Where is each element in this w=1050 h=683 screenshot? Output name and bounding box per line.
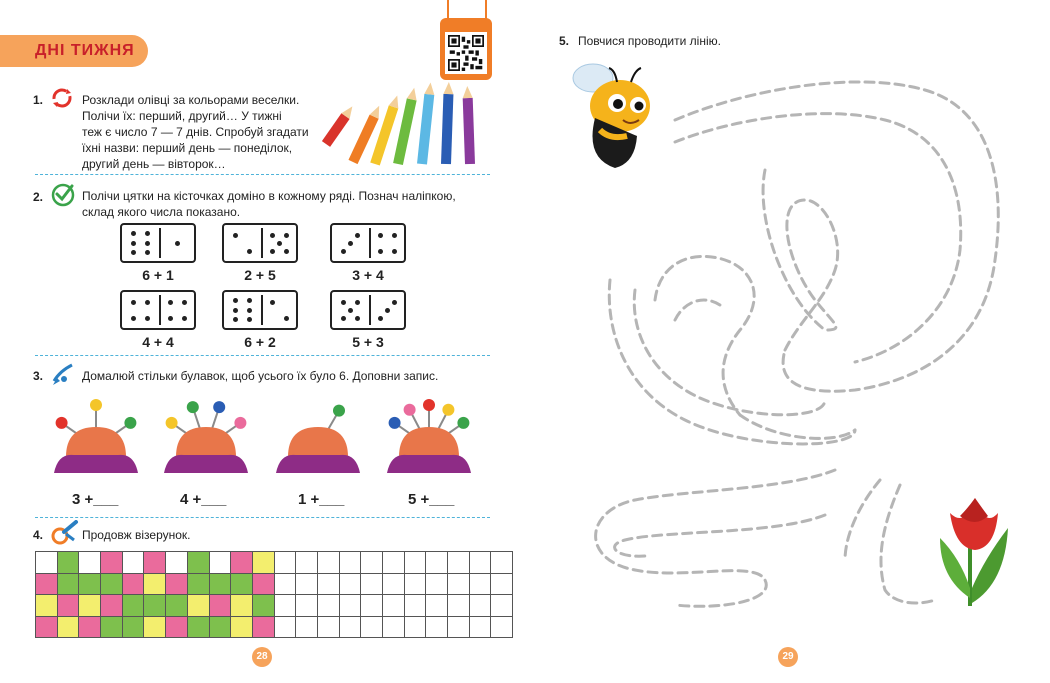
pin-head — [166, 417, 178, 429]
domino-tile — [222, 223, 298, 263]
grid-cell — [252, 595, 274, 617]
pin-head — [423, 399, 435, 411]
grid-cell[interactable] — [361, 573, 383, 595]
pin-cushion[interactable] — [160, 385, 252, 480]
domino-pip — [145, 300, 150, 305]
cycle-icon — [50, 86, 74, 110]
domino-pip — [378, 316, 383, 321]
domino-pip — [131, 231, 136, 236]
grid-cell[interactable] — [383, 616, 405, 638]
grid-cell[interactable] — [166, 552, 188, 574]
domino-pip — [233, 298, 238, 303]
grid-cell[interactable] — [383, 595, 405, 617]
grid-cell[interactable] — [296, 552, 318, 574]
pin-head — [442, 404, 454, 416]
domino-pip — [131, 250, 136, 255]
grid-cell[interactable] — [448, 616, 470, 638]
domino-divider — [261, 295, 263, 325]
grid-cell — [122, 595, 144, 617]
domino-pip — [378, 233, 383, 238]
domino-pip — [131, 300, 136, 305]
cushion-base — [387, 455, 471, 473]
grid-cell — [57, 595, 79, 617]
grid-cell[interactable] — [448, 595, 470, 617]
grid-cell — [252, 616, 274, 638]
grid-cell — [144, 573, 166, 595]
task-2-line-2: склад якого числа показано. — [82, 205, 241, 219]
domino-pip — [168, 316, 173, 321]
task-5-number: 5. — [559, 34, 570, 48]
grid-cell[interactable] — [426, 595, 448, 617]
domino-divider — [159, 295, 161, 325]
pin-head — [234, 417, 246, 429]
page-number-right: 29 — [778, 647, 798, 667]
grid-cell[interactable] — [274, 573, 296, 595]
grid-cell[interactable] — [317, 552, 339, 574]
grid-cell — [209, 616, 231, 638]
pin-head — [90, 399, 102, 411]
grid-cell[interactable] — [361, 552, 383, 574]
cushion-equation[interactable]: 1 +___ — [298, 491, 345, 508]
domino-pip — [145, 316, 150, 321]
domino-pip — [277, 241, 282, 246]
cushion-equation[interactable]: 4 +___ — [180, 491, 227, 508]
domino-pip — [233, 317, 238, 322]
domino-label: 3 + 4 — [352, 267, 384, 283]
domino-pip — [247, 249, 252, 254]
grid-cell[interactable] — [491, 552, 513, 574]
domino-pip — [348, 308, 353, 313]
grid-cell — [144, 552, 166, 574]
pin-head — [56, 417, 68, 429]
task-4-number: 4. — [33, 528, 44, 542]
domino-label: 6 + 1 — [142, 267, 174, 283]
pin-cushion[interactable] — [383, 385, 475, 480]
domino-tile — [120, 290, 196, 330]
grid-cell — [187, 573, 209, 595]
grid-cell — [187, 552, 209, 574]
domino-pip — [284, 233, 289, 238]
task-2-line-1: Полічи цятки на кісточках доміно в кожному ряді. Познач наліпкою, — [82, 189, 456, 203]
domino-pip — [341, 316, 346, 321]
cushion-base — [276, 455, 360, 473]
grid-cell — [144, 616, 166, 638]
domino-pip — [233, 233, 238, 238]
grid-cell — [36, 616, 58, 638]
grid-cell — [57, 573, 79, 595]
grid-cell[interactable] — [469, 616, 491, 638]
domino-pip — [341, 300, 346, 305]
domino-pip — [182, 300, 187, 305]
grid-cell[interactable] — [296, 573, 318, 595]
grid-cell — [57, 616, 79, 638]
task-3-text: Домалюй стільки булавок, щоб усього їх було 6. Доповни запис. — [82, 369, 439, 383]
grid-cell[interactable] — [274, 616, 296, 638]
domino-label: 5 + 3 — [352, 334, 384, 350]
grid-cell[interactable] — [448, 573, 470, 595]
grid-cell — [166, 595, 188, 617]
domino-pip — [270, 233, 275, 238]
grid-cell[interactable] — [491, 616, 513, 638]
pencil-icon — [50, 361, 76, 387]
domino-pip — [168, 300, 173, 305]
grid-cell — [231, 552, 253, 574]
right-page — [525, 0, 1050, 683]
domino-pip — [355, 233, 360, 238]
domino-pip — [284, 249, 289, 254]
grid-cell — [57, 552, 79, 574]
task-1-line-4: їхні назви: перший день — понеділок, — [82, 141, 293, 155]
grid-cell[interactable] — [404, 595, 426, 617]
grid-cell — [252, 573, 274, 595]
grid-cell — [36, 595, 58, 617]
grid-cell[interactable] — [469, 595, 491, 617]
page-title: ДНІ ТИЖНЯ — [35, 42, 135, 59]
pin-head — [457, 417, 469, 429]
grid-cell[interactable] — [469, 573, 491, 595]
grid-cell — [101, 616, 123, 638]
grid-cell — [252, 552, 274, 574]
pin-cushion[interactable] — [272, 385, 364, 480]
cushion-equation[interactable]: 3 +___ — [72, 491, 119, 508]
check-icon — [50, 181, 76, 207]
pin-head — [404, 404, 416, 416]
grid-cell[interactable] — [426, 552, 448, 574]
grid-cell[interactable] — [404, 616, 426, 638]
domino-pip — [385, 308, 390, 313]
qr-code-icon[interactable] — [445, 32, 487, 74]
domino-divider — [159, 228, 161, 258]
domino-pip — [182, 316, 187, 321]
pin-head — [124, 417, 136, 429]
domino-divider — [369, 228, 371, 258]
domino-pip — [284, 316, 289, 321]
domino-pip — [131, 316, 136, 321]
separator — [35, 174, 490, 175]
grid-row — [36, 552, 513, 574]
grid-cell — [79, 573, 101, 595]
grid-row — [36, 616, 513, 638]
task-3-number: 3. — [33, 369, 44, 383]
domino-pip — [145, 250, 150, 255]
separator — [35, 517, 490, 518]
domino-pip — [341, 249, 346, 254]
grid-cell[interactable] — [122, 552, 144, 574]
grid-cell[interactable] — [404, 552, 426, 574]
grid-cell — [187, 595, 209, 617]
task-4-text: Продовж візерунок. — [82, 528, 191, 542]
grid-cell — [209, 595, 231, 617]
grid-cell[interactable] — [317, 573, 339, 595]
grid-cell[interactable] — [491, 573, 513, 595]
domino-tile — [330, 290, 406, 330]
grid-cell[interactable] — [361, 595, 383, 617]
domino-pip — [233, 308, 238, 313]
grid-cell[interactable] — [317, 616, 339, 638]
grid-cell[interactable] — [469, 552, 491, 574]
domino-pip — [175, 241, 180, 246]
domino-pip — [270, 300, 275, 305]
pattern-grid[interactable] — [35, 551, 513, 638]
grid-cell[interactable] — [383, 573, 405, 595]
task-1-line-5: другий день — вівторок… — [82, 157, 226, 171]
task-1-line-3: теж є число 7 — 7 днів. Спробуй згадати — [82, 125, 309, 139]
task-5-text: Повчися проводити лінію. — [578, 34, 721, 48]
grid-cell[interactable] — [274, 595, 296, 617]
pencils-illustration — [318, 82, 493, 167]
separator — [35, 355, 490, 356]
crayon-icon — [50, 520, 80, 548]
domino-tile — [120, 223, 196, 263]
cushion-dome — [288, 427, 348, 457]
grid-row — [36, 573, 513, 595]
task-1-line-1: Розклади олівці за кольорами веселки. — [82, 93, 300, 107]
grid-cell — [101, 573, 123, 595]
domino-pip — [392, 249, 397, 254]
grid-cell[interactable] — [274, 552, 296, 574]
cushion-base — [54, 455, 138, 473]
domino-tile — [222, 290, 298, 330]
domino-pip — [392, 300, 397, 305]
grid-cell[interactable] — [317, 595, 339, 617]
grid-cell[interactable] — [209, 552, 231, 574]
pin-head — [333, 405, 345, 417]
grid-cell[interactable] — [426, 573, 448, 595]
task-2-number: 2. — [33, 190, 44, 204]
grid-row — [36, 595, 513, 617]
domino-divider — [369, 295, 371, 325]
pin-cushion[interactable] — [50, 385, 142, 480]
pin-head — [389, 417, 401, 429]
grid-cell[interactable] — [361, 616, 383, 638]
domino-label: 6 + 2 — [244, 334, 276, 350]
grid-cell — [231, 595, 253, 617]
grid-cell — [101, 552, 123, 574]
domino-pip — [392, 233, 397, 238]
domino-pip — [355, 316, 360, 321]
grid-cell — [144, 595, 166, 617]
grid-cell[interactable] — [339, 595, 361, 617]
grid-cell[interactable] — [404, 573, 426, 595]
grid-cell — [166, 616, 188, 638]
grid-cell[interactable] — [339, 552, 361, 574]
domino-tile — [330, 223, 406, 263]
grid-cell — [79, 616, 101, 638]
domino-pip — [131, 241, 136, 246]
grid-cell[interactable] — [448, 552, 470, 574]
domino-pip — [348, 241, 353, 246]
domino-pip — [145, 231, 150, 236]
grid-cell — [36, 573, 58, 595]
grid-cell[interactable] — [79, 552, 101, 574]
grid-cell — [166, 573, 188, 595]
grid-cell — [122, 573, 144, 595]
grid-cell[interactable] — [339, 616, 361, 638]
grid-cell[interactable] — [491, 595, 513, 617]
grid-cell — [209, 573, 231, 595]
pin-head — [187, 401, 199, 413]
domino-pip — [247, 317, 252, 322]
domino-pip — [270, 249, 275, 254]
cushion-equation[interactable]: 5 +___ — [408, 491, 455, 508]
domino-label: 2 + 5 — [244, 267, 276, 283]
grid-cell[interactable] — [296, 616, 318, 638]
domino-pip — [355, 300, 360, 305]
page-number-left: 28 — [252, 647, 272, 667]
grid-cell[interactable] — [383, 552, 405, 574]
domino-pip — [145, 241, 150, 246]
task-1-line-2: Полічи їх: перший, другий… У тижні — [82, 109, 282, 123]
grid-cell[interactable] — [36, 552, 58, 574]
task-1-number: 1. — [33, 93, 44, 107]
domino-pip — [378, 249, 383, 254]
grid-cell — [187, 616, 209, 638]
domino-pip — [247, 298, 252, 303]
bee-illustration — [565, 58, 665, 173]
grid-cell[interactable] — [426, 616, 448, 638]
grid-cell[interactable] — [296, 595, 318, 617]
grid-cell — [79, 595, 101, 617]
grid-cell — [231, 573, 253, 595]
grid-cell[interactable] — [339, 573, 361, 595]
grid-cell — [231, 616, 253, 638]
tulip-illustration — [930, 488, 1020, 608]
domino-divider — [261, 228, 263, 258]
pin-head — [213, 401, 225, 413]
grid-cell — [122, 616, 144, 638]
domino-pip — [247, 308, 252, 313]
domino-label: 4 + 4 — [142, 334, 174, 350]
grid-cell — [101, 595, 123, 617]
cushion-base — [164, 455, 248, 473]
